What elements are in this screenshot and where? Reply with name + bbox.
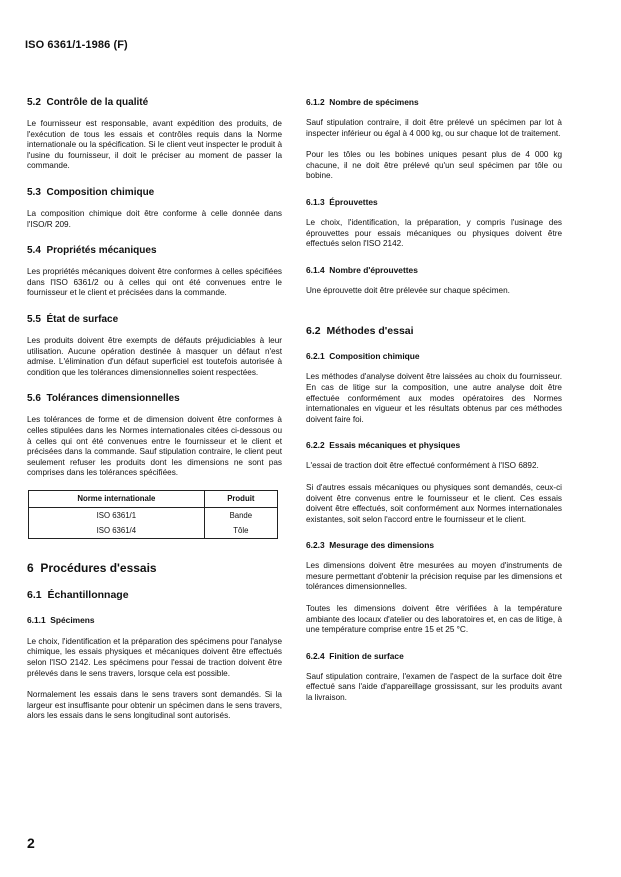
- paragraph-6-1-1-b: Normalement les essais dans le sens travers sont demandés. Si la largeur est insuffisante pour obtenir un spécimen dans le sens travers, alors les essais dans le sens longitudinal sont autorisés.: [27, 690, 282, 721]
- paragraph-6-1-2-a: Sauf stipulation contraire, il doit être prélevé un spécimen par lot à inspecter inférieur ou égal à 4 000 kg, ou sur chaque lot de traitement.: [306, 118, 562, 138]
- section-title: Composition chimique: [46, 186, 155, 198]
- table-row: [29, 523, 278, 539]
- table-row: [29, 507, 278, 523]
- section-title: Essais mécaniques et physiques: [329, 440, 461, 451]
- standards-table: [28, 490, 278, 539]
- section-number: 5.3: [27, 186, 41, 198]
- paragraph-6-2-3-b: Toutes les dimensions doivent être vérifiées à la température ambiante des locaux d'atelier ou des laboratoires et, en cas de litige, à une température comprise entre 15 et 25 °C.: [306, 604, 562, 635]
- table-cell: Bande: [204, 507, 277, 523]
- paragraph-6-1-2-b: Pour les tôles ou les bobines uniques pesant plus de 4 000 kg chacune, il ne doit être prélevé qu'un seul spécimen par tôle ou bobine.: [306, 150, 562, 181]
- section-number: 5.2: [27, 97, 41, 108]
- heading-6-2: [306, 325, 562, 337]
- section-title: Finition de surface: [329, 650, 404, 661]
- paragraph-6-1-3: Le choix, l'identification, la préparation, y compris l'usinage des éprouvettes pour essais mécaniques ou physiques doivent être effectués selon l'ISO 2142.: [306, 217, 562, 249]
- section-title: Échantillonnage: [47, 588, 129, 601]
- section-number: 6.1.1: [27, 614, 46, 625]
- table-header: Produit: [204, 490, 277, 507]
- heading-6-2-3: [306, 540, 562, 550]
- section-number: 5.4: [27, 245, 41, 257]
- paragraph-6-2-1: Les méthodes d'analyse doivent être laissées au choix du fournisseur. En cas de litige sur la composition, une autre analyse doit être effectuée conformément aux modes opératoires des Normes internationales en vigueur et les résultats obtenus par ces méthodes doivent faire foi.: [306, 372, 562, 424]
- section-number: 6.1.4: [306, 264, 325, 275]
- paragraph-5-5: Les produits doivent être exempts de défauts préjudiciables à leur utilisation. Aucune opération destinée à masquer un défaut n'est admise. L'élimination d'un défaut superficiel est toutefois autorisée à condition que les tolérances dimensionnelles soient respectées.: [27, 335, 282, 377]
- section-title: Procédures d'essais: [40, 560, 157, 575]
- section-title: Mesurage des dimensions: [329, 540, 435, 551]
- heading-6-2-2: [306, 440, 562, 450]
- heading-5-5: [27, 314, 282, 325]
- heading-6-2-4: [306, 651, 562, 661]
- heading-6-1-3: [306, 197, 562, 207]
- section-title: Composition chimique: [329, 351, 420, 362]
- table-cell: ISO 6361/4: [29, 523, 205, 539]
- paragraph-5-6: Les tolérances de forme et de dimension doivent être conformes à celles stipulées dans les Normes internationales citées ci-dessous ou à celles qui ont été convenues entre le fournisseur et le client et précisées dans la commande. Sauf stipulation contraire, le client peut seulement refuser les produits dont les dimensions ne sont pas comprises dans les tolérances spécifiées.: [27, 415, 282, 478]
- right-column: [306, 97, 562, 715]
- section-number: 6.1.3: [306, 196, 325, 207]
- section-title: Nombre de spécimens: [329, 97, 419, 107]
- section-number: 5.5: [27, 313, 41, 325]
- section-title: État de surface: [46, 313, 119, 325]
- document-header: ISO 6361/1-1986 (F): [25, 39, 128, 51]
- paragraph-6-2-2-a: L'essai de traction doit être effectué conformément à l'ISO 6892.: [306, 461, 539, 471]
- heading-5-4: [27, 245, 282, 256]
- paragraph-6-2-2-b: Si d'autres essais mécaniques ou physiques sont demandés, ceux-ci doivent être convenus entre le fournisseur et le client. Ces essais doivent être effectués, soit conformément aux Normes internationales existantes, soit selon l'accord entre le fournisseur et le client.: [306, 482, 562, 524]
- heading-6: [27, 561, 282, 575]
- heading-6-2-1: [306, 351, 562, 361]
- heading-6-1-4: [306, 265, 562, 275]
- paragraph-6-2-4: Sauf stipulation contraire, l'examen de l'aspect de la surface doit être effectué sans l'aide d'appareillage grossissant, sur les produits avant la livraison.: [306, 671, 562, 703]
- paragraph-6-1-4: Une éprouvette doit être prélevée sur chaque spécimen.: [306, 285, 510, 295]
- heading-5-2: [27, 97, 282, 108]
- heading-5-3: [27, 187, 282, 198]
- section-number: 6.2.1: [306, 351, 325, 362]
- section-number: 6.1: [27, 588, 42, 601]
- section-number: 6.2.2: [306, 440, 325, 451]
- paragraph-5-4: Les propriétés mécaniques doivent être conformes à celles spécifiées dans l'ISO 6361/2 ou à celles qui ont été convenues entre le fournisseur et le client et précisées dans la commande.: [27, 267, 282, 298]
- section-title: Éprouvettes: [329, 196, 378, 207]
- section-title: Contrôle de la qualité: [46, 97, 149, 108]
- section-title: Spécimens: [50, 614, 95, 625]
- page-number: 2: [27, 835, 35, 851]
- section-number: 6.2: [306, 325, 321, 338]
- paragraph-6-1-1-a: Le choix, l'identification et la préparation des spécimens pour l'analyse chimique, les essais physiques et mécaniques doivent être effectués selon l'ISO 2142. Les spécimens pour l'essai de traction doivent être prélevés dans le sens travers, lorsque cela est possible.: [27, 636, 282, 678]
- paragraph-5-2: Le fournisseur est responsable, avant expédition des produits, de l'exécution de tous les essais et contrôles requis dans la Norme internationale ou la spécification. Si le client veut inspecter le produit à l'usine du fournisseur, il doit le préciser au moment de passer la commande.: [27, 119, 282, 171]
- heading-5-6: [27, 393, 282, 404]
- left-column: [27, 97, 282, 733]
- table-cell: Tôle: [204, 523, 277, 539]
- heading-6-1-1: [27, 615, 282, 625]
- table-header: Norme internationale: [29, 490, 205, 507]
- heading-6-1: [27, 589, 282, 601]
- paragraph-5-3: La composition chimique doit être conforme à celle donnée dans l'ISO/R 209.: [27, 208, 282, 229]
- section-number: 5.6: [27, 393, 41, 405]
- paragraph-6-2-3-a: Les dimensions doivent être mesurées au moyen d'instruments de mesure permettant d'obtenir la précision requise par les dimensions et tolérances dimensionnelles.: [306, 561, 562, 592]
- section-title: Propriétés mécaniques: [46, 245, 157, 257]
- section-number: 6.2.4: [306, 650, 325, 661]
- section-number: 6: [27, 560, 34, 575]
- section-title: Nombre d'éprouvettes: [329, 264, 418, 275]
- table-cell: ISO 6361/1: [29, 507, 205, 523]
- heading-6-1-2: [306, 97, 562, 107]
- section-title: Tolérances dimensionnelles: [46, 393, 180, 405]
- section-number: 6.2.3: [306, 540, 325, 551]
- section-title: Méthodes d'essai: [326, 325, 414, 338]
- section-number: 6.1.2: [306, 97, 325, 107]
